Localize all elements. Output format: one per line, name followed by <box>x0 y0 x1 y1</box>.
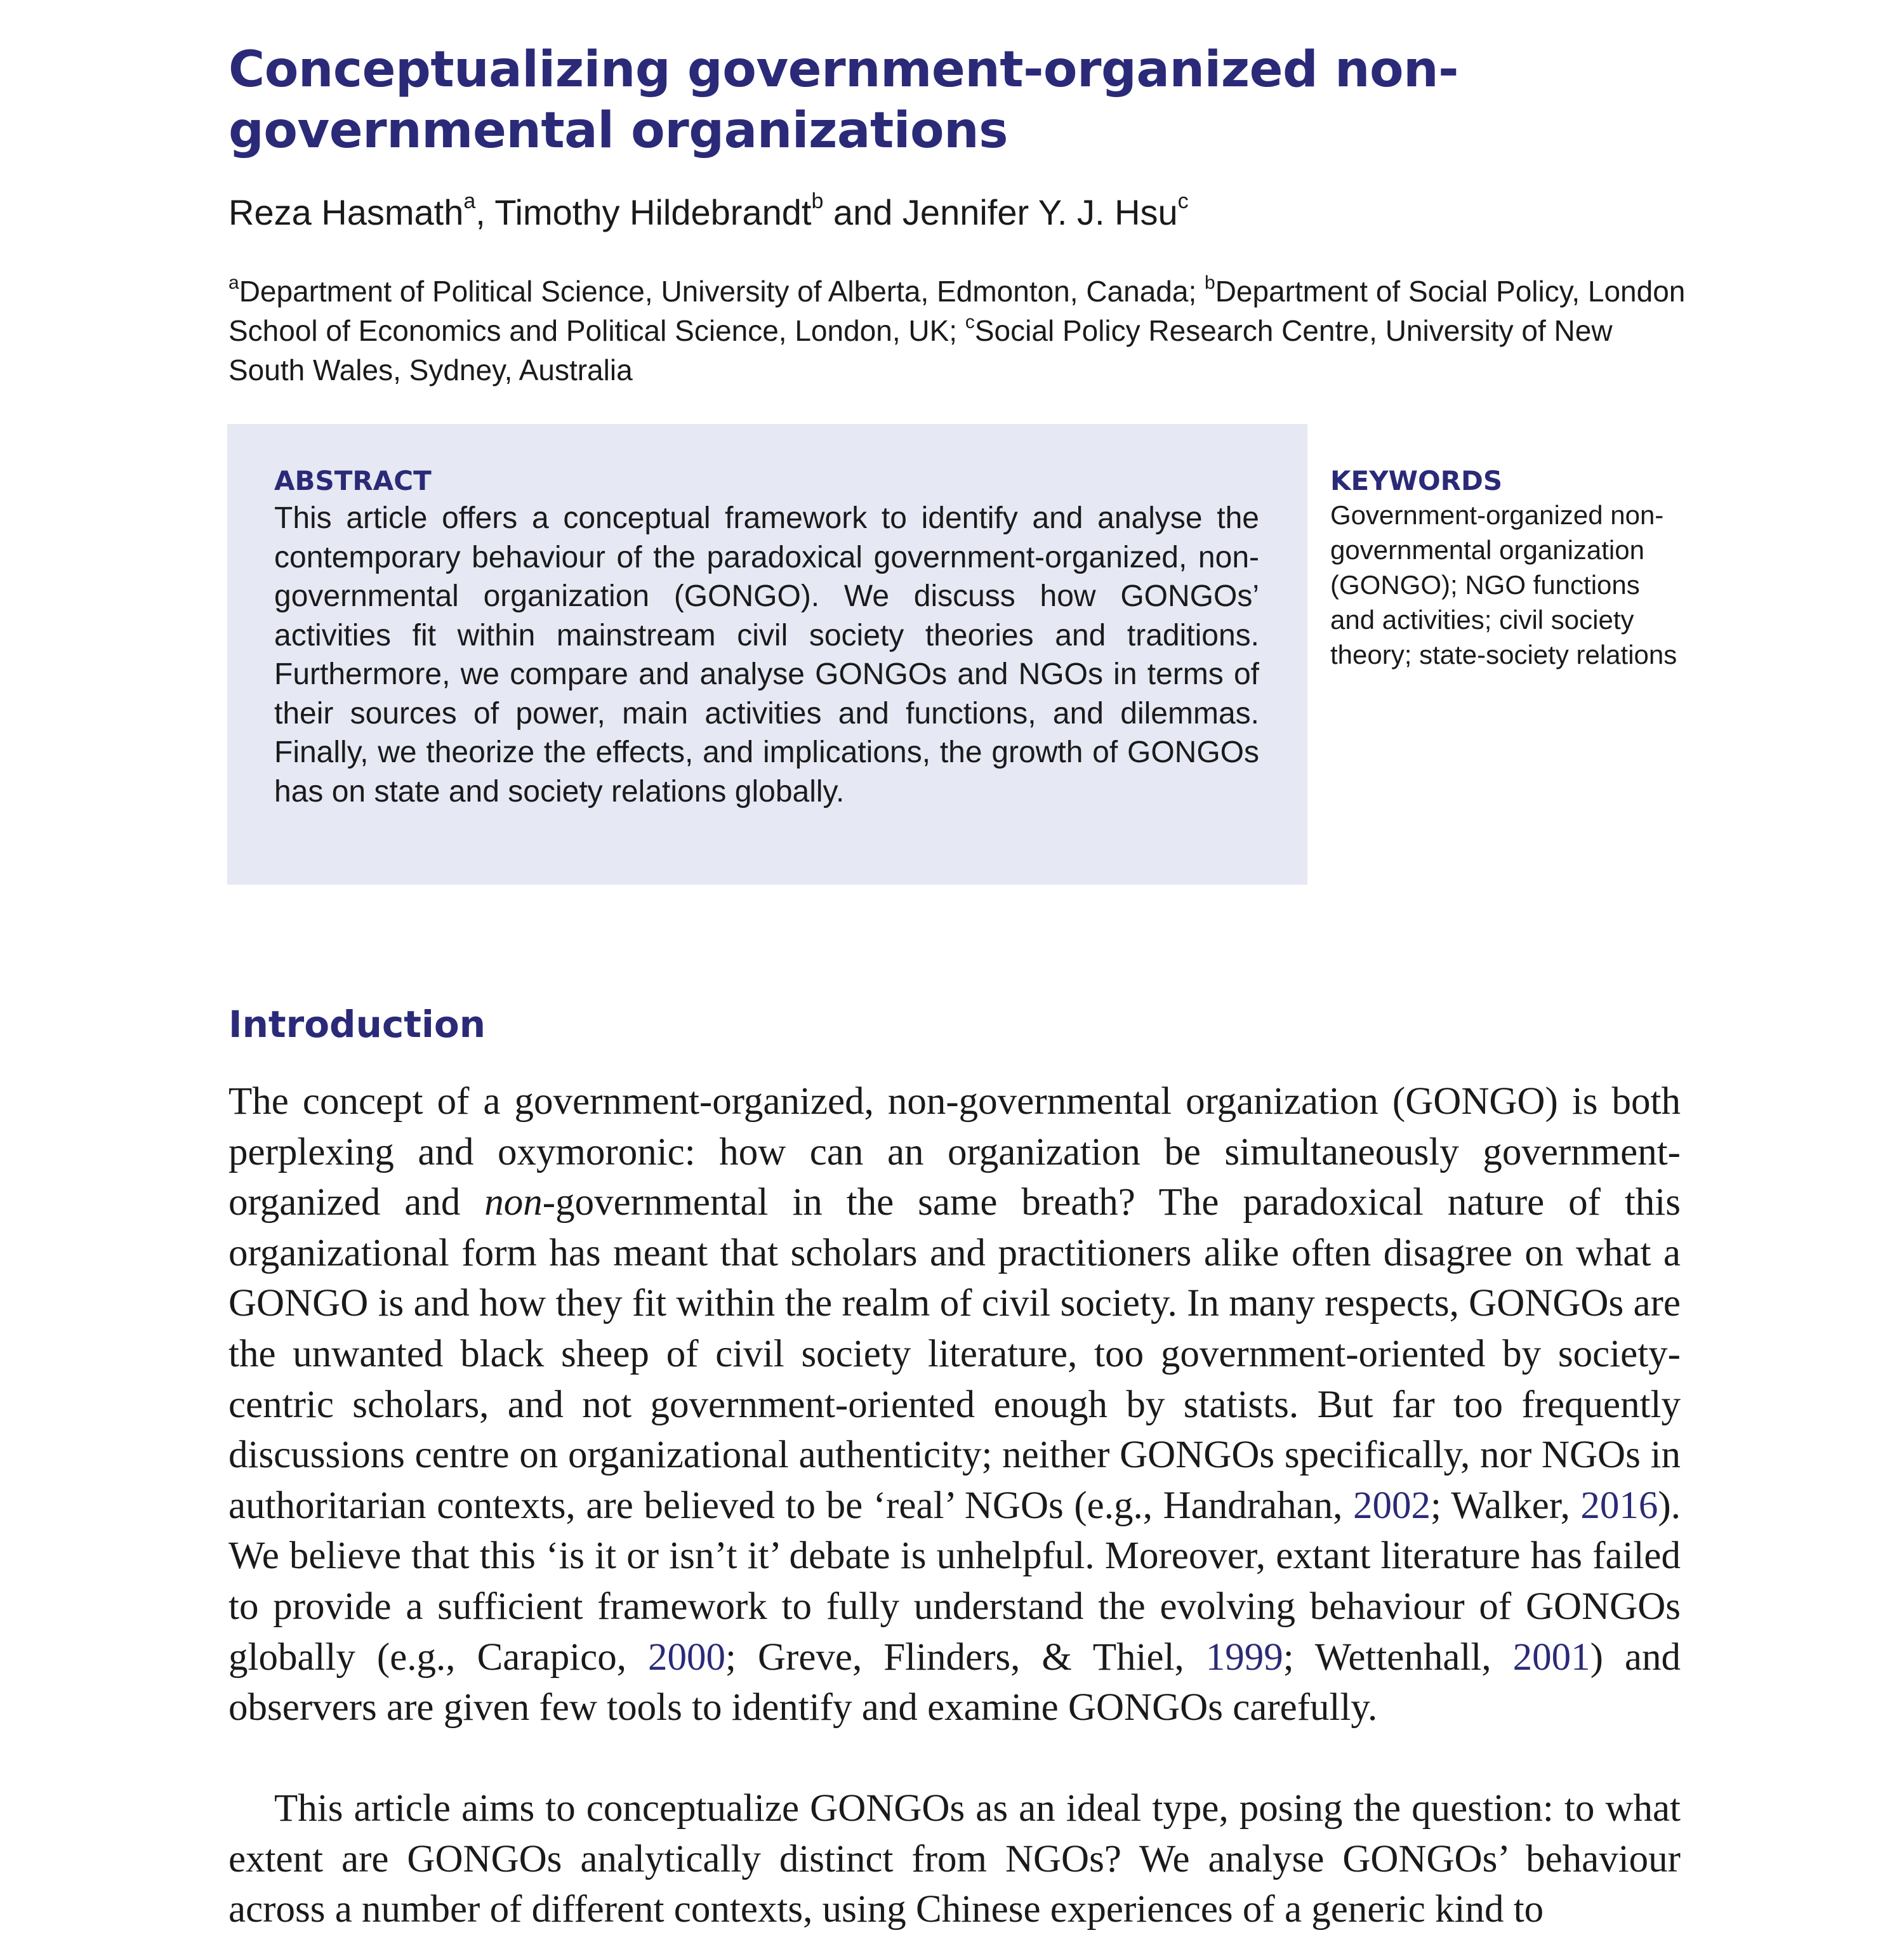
affiliation-text: Department of Political Science, University of Alberta, Edmonton, Canada; <box>239 275 1205 308</box>
affiliation-mark: a <box>228 272 239 293</box>
author-name: Jennifer Y. J. Hsu <box>902 192 1178 232</box>
section-heading-introduction: Introduction <box>228 1003 486 1046</box>
paragraph-text: ; Wettenhall, <box>1283 1635 1513 1679</box>
paragraph-text: ) and observers are given few tools to identify and examine GONGOs carefully. <box>228 1635 1681 1729</box>
article-title: Conceptualizing government-organized non-governmental organizations <box>228 41 1459 159</box>
affiliations <box>228 272 1688 390</box>
affiliation-mark: b <box>811 189 824 213</box>
affiliation-mark: c <box>965 312 975 333</box>
emphasis-text: non <box>484 1181 543 1224</box>
author-name: Reza Hasmath <box>228 192 464 232</box>
citation-link[interactable]: 2016 <box>1580 1484 1658 1527</box>
introduction-paragraph-2: This article aims to conceptualize GONGOs as an ideal type, posing the question: to what extent are GONGOs analytically distinct from NGOs? We analyse GONGOs’ behaviour across a number of different contexts, using Chinese experiences of a generic kind to <box>228 1787 1681 1931</box>
affiliation-text: Department of Social Policy, London School of Economics and Political Science, London, UK; <box>228 275 1686 347</box>
citation-link[interactable]: 2001 <box>1512 1635 1590 1679</box>
paragraph-text: ; Greve, Flinders, & Thiel, <box>725 1635 1206 1679</box>
paragraph-text: The concept of a government-organized, non-governmental organization (GONGO) is both perplexing and oxymoronic: how can an organization be simultaneously government-organized and <box>228 1080 1681 1224</box>
author-separator: and <box>823 192 902 232</box>
affiliation-text: Social Policy Research Centre, University of New South Wales, Sydney, Australia <box>228 314 1613 386</box>
author-separator: , <box>475 192 495 232</box>
introduction-paragraph-1 <box>228 1076 1681 1733</box>
affiliation-mark: b <box>1205 272 1215 293</box>
abstract-heading: ABSTRACT <box>274 465 432 496</box>
author-name: Timothy Hildebrandt <box>494 192 812 232</box>
author-line <box>228 190 1189 235</box>
citation-link[interactable]: 2000 <box>648 1635 725 1679</box>
paragraph-text: ). We believe that this ‘is it or isn’t it’ debate is unhelpful. Moreover, extant literature has failed to provide a sufficient framework to fully understand the evolving behaviour of GONGOs globally (e.g., Carapico, <box>228 1484 1681 1679</box>
citation-link[interactable]: 1999 <box>1205 1635 1283 1679</box>
paragraph-text: ; Walker, <box>1431 1484 1581 1527</box>
abstract-text: This article offers a conceptual framework to identify and analyse the contemporary behaviour of the paradoxical government-organized, non-governmental organization (GONGO). We discuss how GONGOs’ activities fit within mainstream civil society theories and traditions. Furthermore, we compare and analyse GONGOs and NGOs in terms of their sources of power, main activities and functions, and dilemmas. Finally, we theorize the effects, and implications, the growth of GONGOs has on state and society relations globally. <box>274 501 1259 809</box>
keywords-heading: KEYWORDS <box>1330 465 1503 496</box>
affiliation-mark: c <box>1177 189 1189 213</box>
keywords-text: Government-organized non-governmental organization (GONGO); NGO functions and activities; civil society theory; state-society relations <box>1330 500 1677 670</box>
citation-link[interactable]: 2002 <box>1353 1484 1431 1527</box>
affiliation-mark: a <box>463 189 476 213</box>
paragraph-text: -governmental in the same breath? The paradoxical nature of this organizational form has meant that scholars and practitioners alike often disagree on what a GONGO is and how they fit within the realm of civil society. In many respects, GONGOs are the unwanted black sheep of civil society literature, too government-oriented by society-centric scholars, and not government-oriented enough by statists. But far too frequently discussions centre on organizational authenticity; neither GONGOs specifically, nor NGOs in authoritarian contexts, are believed to be ‘real’ NGOs (e.g., Handrahan, <box>228 1181 1681 1527</box>
